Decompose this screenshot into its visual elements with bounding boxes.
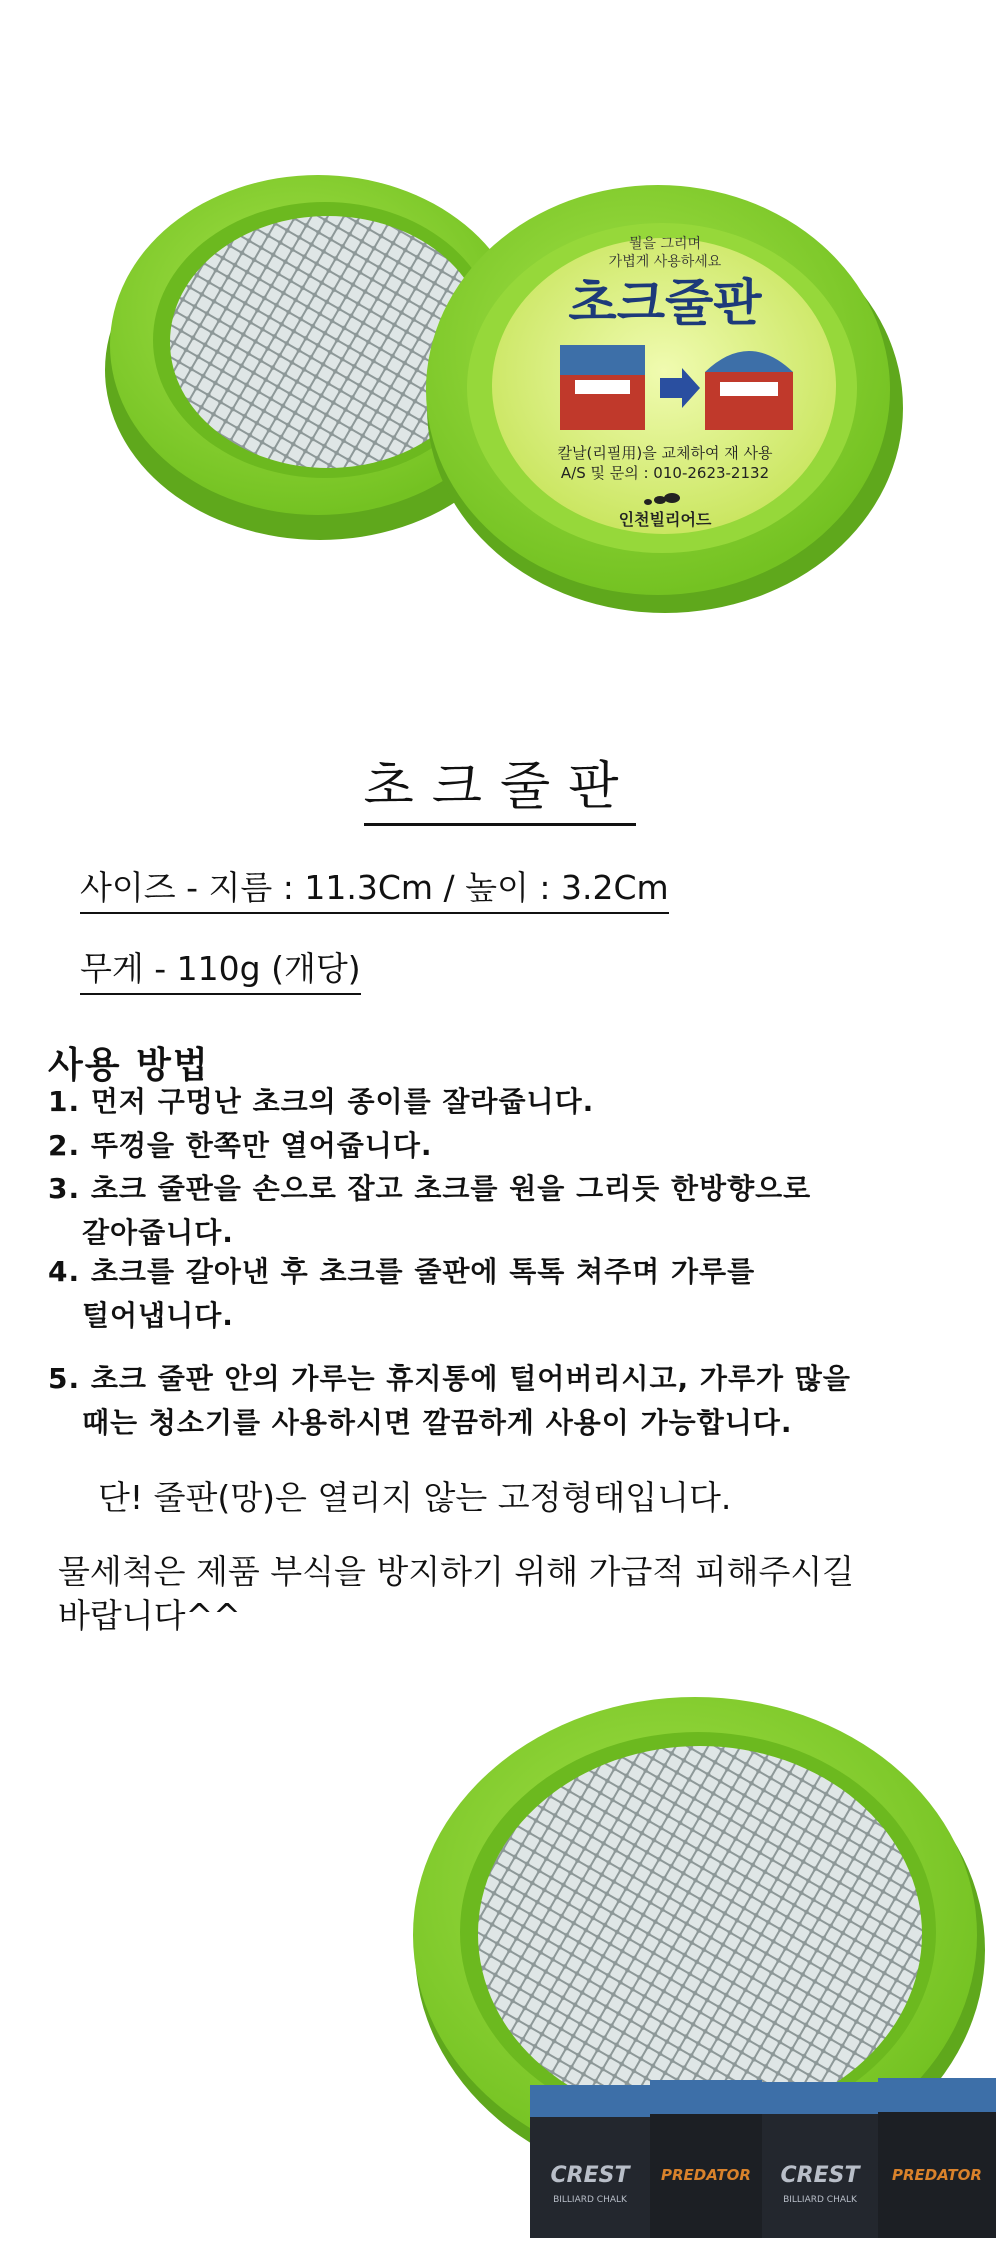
washing-warning [58,1550,938,1638]
usage-step-2 [48,1124,948,1168]
chalk-brand: PREDATOR [892,2166,982,2184]
usage-step-line-cont: 때는 청소기를 사용하시면 깔끔하게 사용이 가능합니다. [82,1406,793,1439]
page-title-text: 초크줄판 [364,757,637,826]
lid-refill-text: 칼날(리필用)을 교체하여 재 사용 [557,444,773,462]
product-photo-top [0,0,1000,660]
lid-tagline-2: 가볍게 사용하세요 [608,254,722,270]
chalk-brand: CREST [780,2163,860,2188]
chalk-after-illustration [705,351,793,430]
usage-step-line-cont: 갈아줍니다. [82,1216,234,1249]
page-title [0,744,1000,819]
chalk-box [530,2085,650,2238]
product-photo-bottom [370,1660,1000,2255]
lid-brand: 초크줄판 [568,274,762,332]
chalk-shaper-lid [426,185,903,613]
usage-step-line: 2. 뚜껑을 한쪽만 열어줍니다. [48,1129,433,1162]
usage-step-line: 4. 초크를 갈아낸 후 초크를 줄판에 톡톡 쳐주며 가루를 [48,1255,756,1288]
usage-step-1 [48,1080,948,1124]
fixed-mesh-note: 단! 줄판(망)은 열리지 않는 고정형태입니다. [98,1478,732,1517]
spec-weight: 무게 - 110g (개당) [80,943,361,995]
washing-warning-line: 바랍니다^^ [58,1596,241,1635]
usage-heading: 사용 방법 [48,1045,210,1086]
chalk-before-illustration [560,345,645,430]
usage-step-5 [48,1357,948,1445]
usage-step-line: 3. 초크 줄판을 손으로 잡고 초크를 원을 그리듯 한방향으로 [48,1172,812,1205]
lid-contact-text: A/S 및 문의 : 010-2623-2132 [560,464,770,482]
lid-maker: 인천빌리어드 [618,510,712,529]
chalk-sub: BILLIARD CHALK [783,2195,857,2205]
lid-tagline-1: 뭘을 그리며 [628,236,702,252]
chalk-brand: PREDATOR [661,2166,751,2184]
usage-step-line-cont: 털어냅니다. [82,1299,234,1332]
chalk-sub: BILLIARD CHALK [553,2195,627,2205]
chalk-box [878,2078,996,2238]
usage-step-3 [48,1167,948,1255]
spec-size: 사이즈 - 지름 : 11.3Cm / 높이 : 3.2Cm [80,862,669,914]
usage-step-line: 5. 초크 줄판 안의 가루는 휴지통에 털어버리시고, 가루가 많을 [48,1362,851,1395]
chalk-box [762,2082,878,2238]
chalk-box [650,2080,762,2238]
usage-step-4 [48,1250,948,1338]
washing-warning-line: 물세척은 제품 부식을 방지하기 위해 가급적 피해주시길 [58,1552,855,1591]
chalk-brand: CREST [550,2163,630,2188]
usage-step-line: 1. 먼저 구멍난 초크의 종이를 잘라줍니다. [48,1085,595,1118]
